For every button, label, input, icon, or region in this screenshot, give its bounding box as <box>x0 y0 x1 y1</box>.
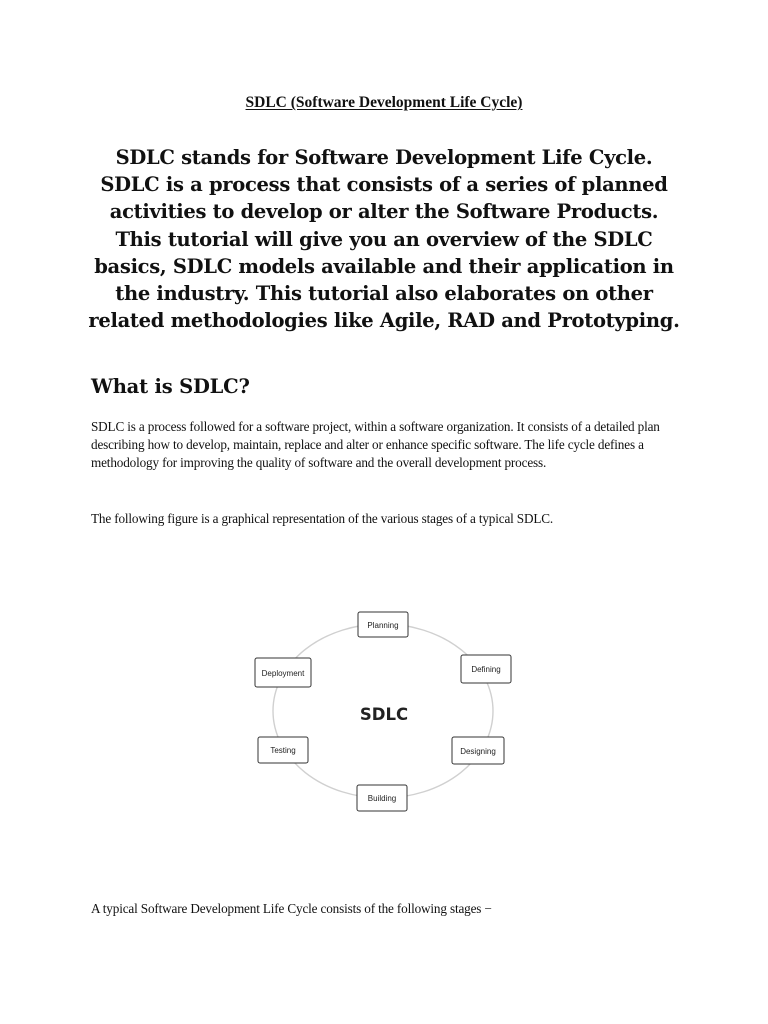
sdlc-description-paragraph: SDLC is a process followed for a software project, within a software organization. It consists of a detailed plan describing how to develop, maintain, replace and alter or enhance specific software. The life cycle defines a methodology for improving the quality of software and the overall development process. <box>91 419 660 470</box>
diagram-center-label: SDLC <box>359 705 409 724</box>
intro-paragraph: SDLC stands for Software Development Life Cycle. SDLC is a process that consists of a series of planned activities to develop or alter the Software Products. This tutorial will give you an overview of the SDLC basics, SDLC models available and their application in the industry. This tutorial also elaborates on other related methodologies like Agile, RAD and Prototyping. <box>88 146 680 333</box>
stages-intro-paragraph: A typical Software Development Life Cycle consists of the following stages − <box>91 901 492 916</box>
stage-label: Designing <box>460 747 496 756</box>
section-heading: What is SDLC? <box>91 375 250 398</box>
stage-label: Defining <box>471 665 501 674</box>
document-title: SDLC (Software Development Life Cycle) <box>245 94 523 111</box>
stage-label: Testing <box>270 746 296 755</box>
stage-label: Building <box>367 794 397 803</box>
figure-intro-paragraph: The following figure is a graphical representation of the various stages of a typical SDLC. <box>91 511 554 526</box>
stage-label: Deployment <box>261 669 305 678</box>
stage-deployment <box>255 658 311 687</box>
sdlc-cycle-diagram <box>230 590 530 830</box>
stage-designing <box>452 737 504 764</box>
stage-label: Planning <box>367 621 399 630</box>
stage-testing <box>258 737 308 763</box>
stage-planning <box>358 612 408 637</box>
stage-defining <box>461 655 511 683</box>
stage-building <box>357 785 407 811</box>
